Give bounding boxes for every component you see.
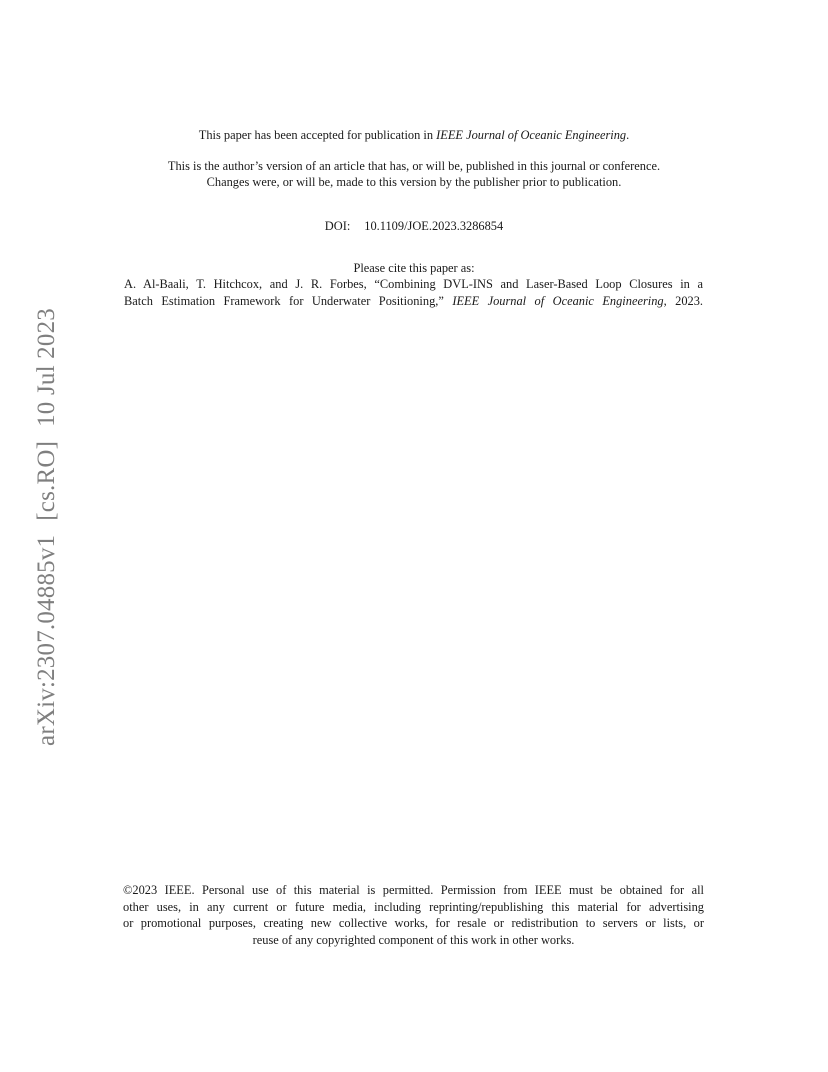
copyright-line-1: ©2023 IEEE. Personal use of this material is permitted. Permission from IEEE must be obtained for all: [123, 883, 704, 897]
copyright-line-2: other uses, in any current or future media, including reprinting/republishing this material for advertising: [123, 899, 704, 914]
doi-label: DOI:: [324, 219, 351, 233]
version-note-line-2: Changes were, or will be, made to this version by the publisher prior to publication.: [206, 175, 622, 189]
citation-line-1: A. Al-Baali, T. Hitchcox, and J. R. Forbes, “Combining DVL-INS and Laser-Based Loop Closures in a: [124, 277, 703, 291]
citation-line-2: Batch Estimation Framework for Underwater Positioning,” IEEE Journal of Oceanic Engineering, 2023.: [124, 293, 704, 308]
copyright-notice: [123, 882, 704, 948]
citation-journal: IEEE Journal of Oceanic Engineering: [452, 293, 664, 308]
arxiv-category: [cs.RO]: [33, 440, 60, 521]
arxiv-date: 10 Jul 2023: [33, 308, 60, 427]
acceptance-journal: IEEE Journal of Oceanic Engineering: [436, 128, 627, 142]
acceptance-suffix: .: [626, 128, 630, 142]
copyright-line-4: reuse of any copyrighted component of this work in other works.: [252, 932, 575, 947]
citation-block: [124, 276, 703, 309]
copyright-line-3: or promotional purposes, creating new collective works, for resale or redistribution to servers or lists, or: [123, 916, 704, 931]
version-note-line-1: This is the author’s version of an article that has, or will be, published in this journal or conference.: [167, 159, 661, 173]
arxiv-id[interactable]: arXiv:2307.04885v1: [33, 534, 60, 746]
acceptance-notice: [0, 127, 828, 143]
citation-heading: Please cite this paper as:: [353, 261, 475, 275]
doi-value[interactable]: 10.1109/JOE.2023.3286854: [364, 219, 504, 233]
doi-line: [0, 218, 828, 234]
arxiv-identifier-stamp: [33, 308, 61, 746]
acceptance-prefix: This paper has been accepted for publication in: [198, 128, 437, 142]
